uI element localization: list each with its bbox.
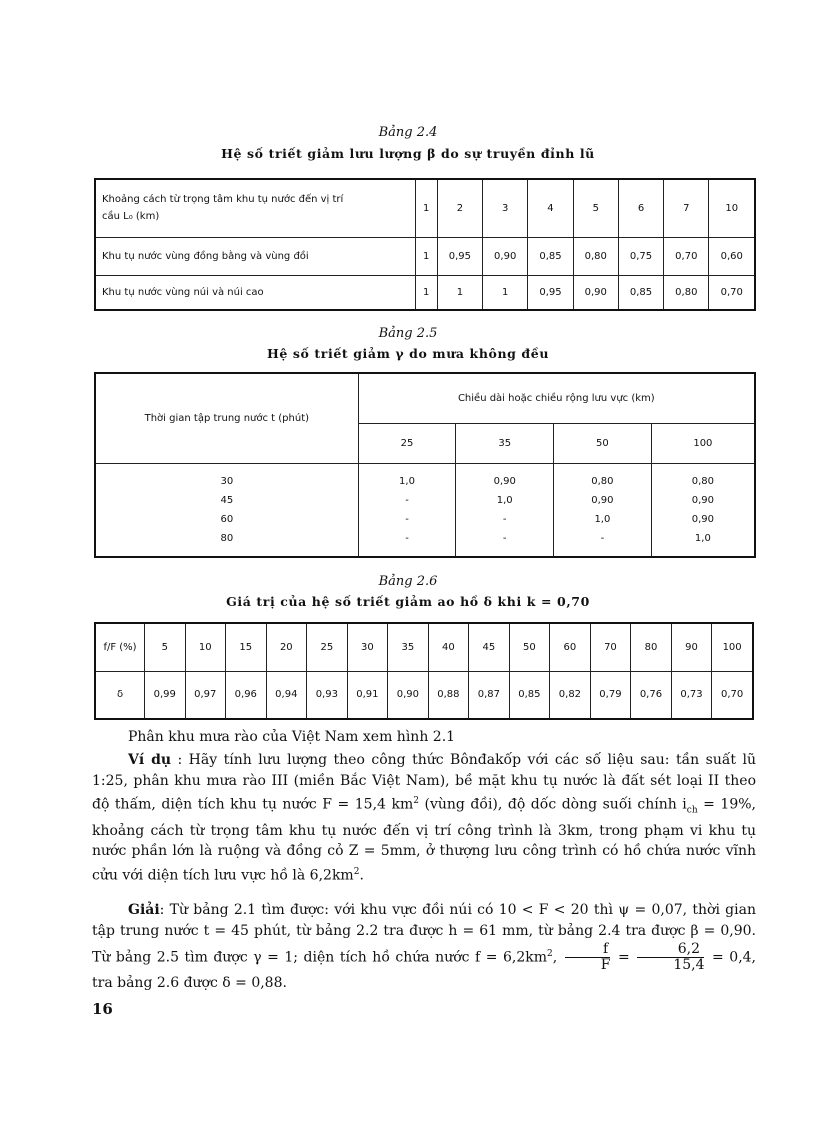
- fraction-area-ratio: $\frac{6,2}{15,4}$: [637, 942, 704, 973]
- table-2-6: [94, 622, 754, 720]
- table-2-5-number: Bảng 2.5: [378, 326, 438, 341]
- row-label: Khoảng cách từ trọng tâm khu tụ nước đến vị trí cầu L₀ (km): [95, 179, 415, 237]
- paragraph-regions: Phân khu mưa rào của Việt Nam xem hình 2.1: [128, 729, 456, 745]
- table-2-6-number: Bảng 2.6: [378, 574, 438, 589]
- table-row: Khu tụ nước vùng núi và núi cao 1 1 1 0,95 0,90 0,85 0,80 0,70: [95, 275, 755, 310]
- table-row: Khoảng cách từ trọng tâm khu tụ nước đến vị trí cầu L₀ (km) 1 2 3 4 5 6 7 10: [95, 179, 755, 237]
- table-row: δ 0,99 0,97 0,96 0,94 0,93 0,91 0,90 0,88 0,87 0,85 0,82 0,79 0,76 0,73 0,70: [95, 671, 753, 719]
- table-2-6-title: Giá trị của hệ số triết giảm ao hồ δ khi k = 0,70: [226, 594, 590, 609]
- table-body-row: 30 45 60 80 1,0 - - - 0,90 1,0 - - 0,80 0,90 1,0 - 0,80 0,90 0,90 1,0: [95, 463, 755, 557]
- table-2-4: [94, 178, 756, 311]
- table-2-4-title: Hệ số triết giảm lưu lượng β do sự truyền đỉnh lũ: [221, 146, 595, 161]
- table-header-row: 25 35 50 100: [95, 423, 755, 463]
- table-row: Khu tụ nước vùng đồng bằng và vùng đồi 1 0,95 0,90 0,85 0,80 0,75 0,70 0,60: [95, 237, 755, 275]
- time-values: 30 45 60 80: [95, 463, 358, 557]
- column-group-header: Chiều dài hoặc chiều rộng lưu vực (km): [358, 373, 755, 423]
- table-2-4-number: Bảng 2.4: [378, 125, 438, 140]
- table-2-5: [94, 372, 756, 558]
- paragraph-example: Ví dụ : Hãy tính lưu lượng theo công thức Bônđakốp với các số liệu sau: tần suất lũ 1:25, phân khu mưa rào III (miền Bắc Việt Nam), bề mặt khu tụ nước là đất sét loại II theo độ thấm, diện tích khu tụ nước F = 15,4 $km^2$ (vùng đồi), độ dốc dòng suối chính $i_{ch} = 19\%$, khoảng cách từ trọng tâm khu tụ nước đến vị trí công trình là 3km, trong phạm vi khu tụ nước phần lớn là ruộng và đồng cỏ Z = 5mm, ở thượng lưu công trình có hồ chứa nước vĩnh cửu với diện tích lưu vực hồ là $6,2km^2$.: [92, 752, 757, 884]
- table-header-row: [95, 373, 755, 423]
- paragraph-solution: Giải: Từ bảng 2.1 tìm được: với khu vực đồi núi có 10 < F < 20 thì ψ = 0,07, thời gian tập trung nước t = 45 phút, từ bảng 2.2 tra được h = 61 mm, từ bảng 2.4 tra được β = 0,90. Từ bảng 2.5 tìm được γ = 1; diện tích hồ chứa nước $f = 6,2km^2$, $\frac{f}{F}$ = $\frac{6,2}{15,4}$ = 0,4, tra bảng 2.6 được δ = 0,88.: [92, 902, 757, 991]
- fraction-f-over-F: $\frac{f}{F}$: [565, 942, 611, 973]
- row-header: Thời gian tập trung nước t (phút): [95, 373, 358, 463]
- table-2-5-title: Hệ số triết giảm γ do mưa không đều: [266, 346, 550, 361]
- table-row: f/F (%) 5 10 15 20 25 30 35 40 45 50 60 70 80 90 100: [95, 623, 753, 671]
- page-number: 16: [92, 1000, 113, 1018]
